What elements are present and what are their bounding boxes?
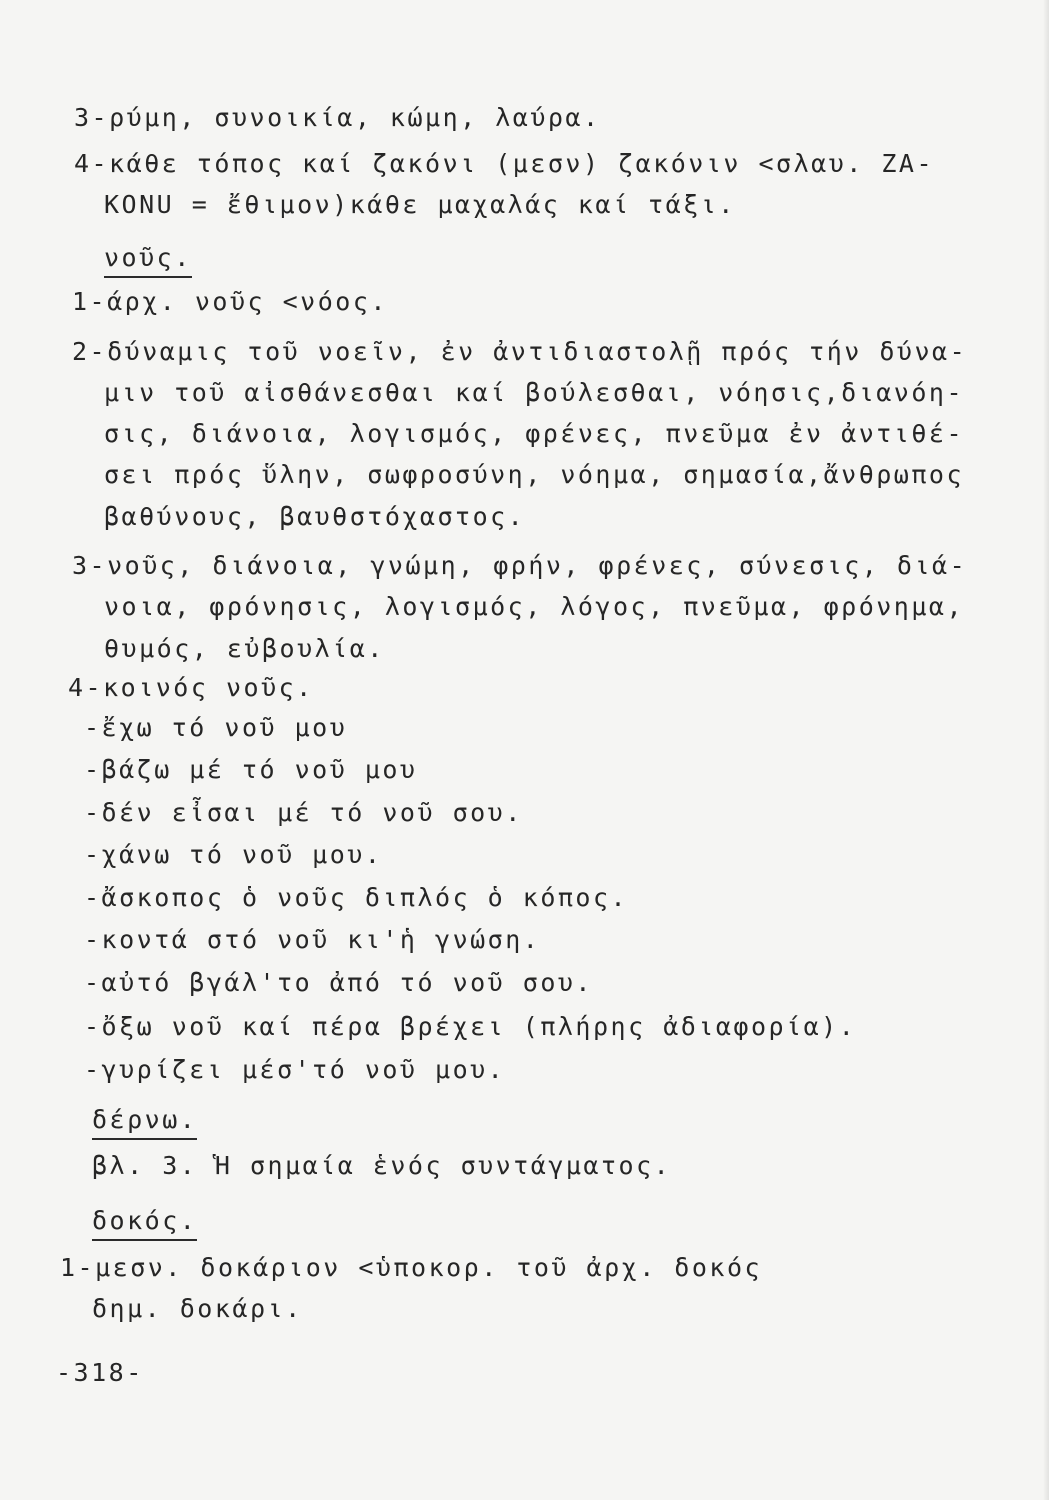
- text-line: δημ. δοκάρι.: [92, 1294, 303, 1323]
- text-line: 2-δύναμις τοῦ νοεῖν, ἐν ἀντιδιαστολῇ πρός τήν δύνα-: [72, 337, 968, 366]
- text-line: μιν τοῦ αἰσθάνεσθαι καί βούλεσθαι, νόησις,διανόη-: [104, 378, 965, 407]
- page-number: -318-: [56, 1358, 144, 1387]
- text-line: -κοντά στό νοῦ κι'ἡ γνώση.: [84, 925, 541, 954]
- text-line: νοια, φρόνησις, λογισμός, λόγος, πνεῦμα, φρόνημα,: [104, 592, 965, 621]
- text-line: σει πρός ὕλην, σωφροσύνη, νόημα, σημασία,ἄνθρωπος: [104, 460, 965, 489]
- text-line: 3-νοῦς, διάνοια, γνώμη, φρήν, φρένες, σύνεσις, διά-: [72, 551, 968, 580]
- text-line: -γυρίζει μέσ'τό νοῦ μου.: [84, 1055, 506, 1084]
- text-line: σις, διάνοια, λογισμός, φρένες, πνεῦμα ἐν ἀντιθέ-: [104, 419, 965, 448]
- text-line: 3-ρύμη, συνοικία, κώμη, λαύρα.: [74, 103, 601, 132]
- text-line: -χάνω τό νοῦ μου.: [84, 840, 383, 869]
- text-line: 1-άρχ. νοῦς <νόος.: [72, 287, 388, 316]
- text-line: -αὐτό βγάλ'το ἀπό τό νοῦ σου.: [84, 968, 593, 997]
- text-line: 4-κάθε τόπος καί ζακόνι (μεσν) ζακόνιν <σλαυ. ZA-: [74, 149, 935, 178]
- text-line: -δέν εἶσαι μέ τό νοῦ σου.: [84, 798, 523, 827]
- text-line: 1-μεσν. δοκάριον <ὑποκορ. τοῦ ἀρχ. δοκός: [60, 1253, 763, 1282]
- text-line: βαθύνους, βαυθστόχαστος.: [104, 502, 526, 531]
- text-line: -βάζω μέ τό νοῦ μου: [84, 755, 418, 784]
- text-line: -ὄξω νοῦ καί πέρα βρέχει (πλήρης ἀδιαφορία).: [84, 1012, 857, 1041]
- text-line: -ἔχω τό νοῦ μου: [84, 713, 348, 742]
- entry-heading: δοκός.: [92, 1206, 197, 1241]
- entry-heading: νοῦς.: [104, 243, 192, 278]
- page-edge-shadow: [1043, 0, 1049, 1500]
- text-line: βλ. 3. Ἡ σημαία ἑνός συντάγματος.: [92, 1151, 672, 1180]
- text-line: θυμός, εὐβουλία.: [104, 634, 385, 663]
- text-line: -ἄσκοπος ὁ νοῦς διπλός ὁ κόπος.: [84, 883, 629, 912]
- text-line: 4-κοινός νοῦς.: [68, 673, 314, 702]
- text-line: KONU = ἔθιμον)κάθε μαχαλάς καί τάξι.: [104, 190, 736, 219]
- entry-heading: δέρνω.: [92, 1105, 197, 1140]
